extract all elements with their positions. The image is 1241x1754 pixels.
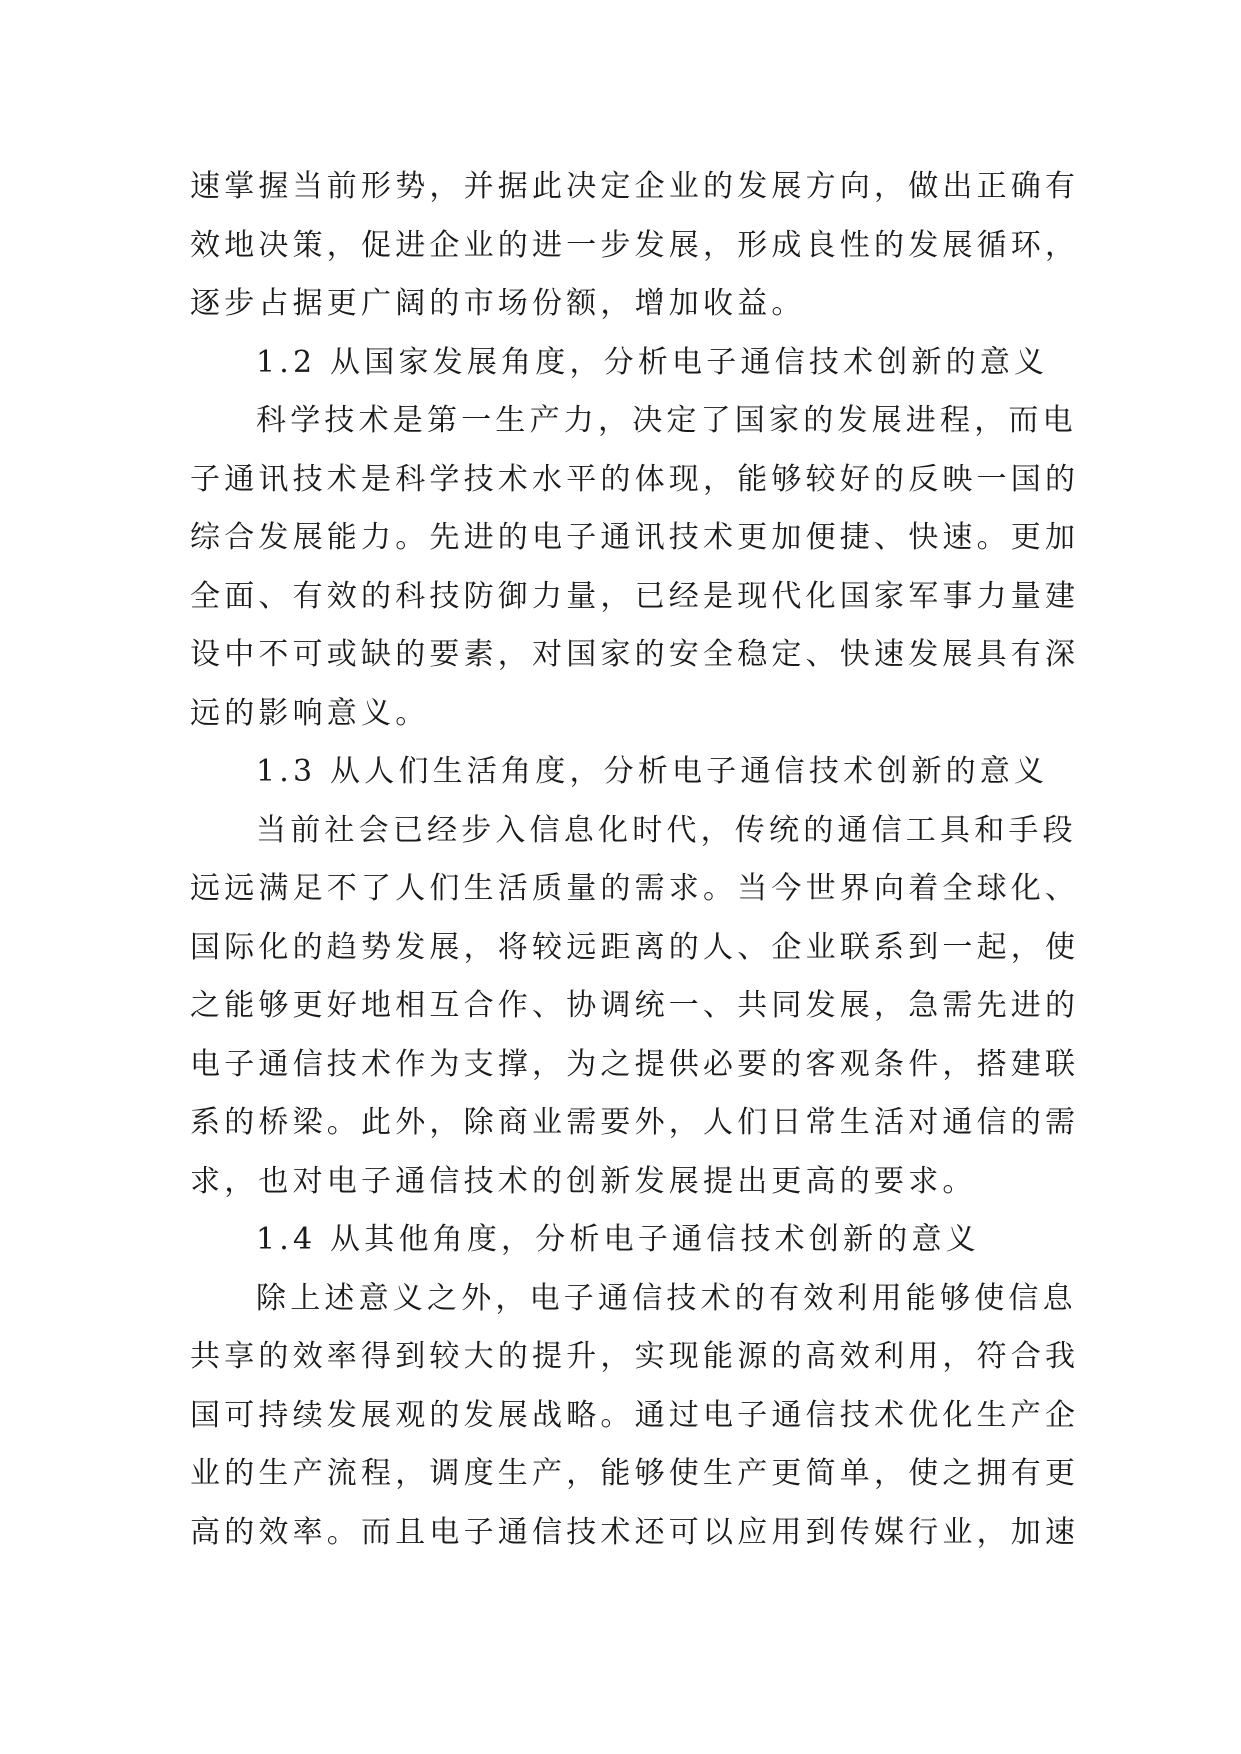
text-line: 之能够更好地相互合作、协调统一、共同发展，急需先进的	[190, 988, 1080, 1023]
text-line: 系的桥梁。此外，除商业需要外，人们日常生活对通信的需	[190, 1105, 1080, 1140]
text-line: 速掌握当前形势，并据此决定企业的发展方向，做出正确有	[190, 169, 1080, 204]
section-heading: 1.2 从国家发展角度，分析电子通信技术创新的意义	[256, 344, 1049, 380]
text-line: 综合发展能力。先进的电子通讯技术更加便捷、快速。更加	[190, 520, 1080, 555]
text-line: 国际化的趋势发展，将较远距离的人、企业联系到一起，使	[190, 929, 1080, 965]
text-line: 除上述意义之外，电子通信技术的有效利用能够使信息	[256, 1280, 1077, 1316]
text-line: 共享的效率得到较大的提升，实现能源的高效利用，符合我	[190, 1339, 1080, 1374]
text-line: 当前社会已经步入信息化时代，传统的通信工具和手段	[256, 812, 1077, 848]
text-line: 电子通信技术作为支撑，为之提供必要的客观条件，搭建联	[190, 1046, 1080, 1082]
text-line: 逐步占据更广阔的市场份额，增加收益。	[190, 286, 806, 321]
text-line: 科学技术是第一生产力，决定了国家的发展进程，而电	[256, 403, 1077, 438]
text-line: 远的影响意义。	[190, 695, 430, 731]
text-line: 国可持续发展观的发展战略。通过电子通信技术优化生产企	[190, 1397, 1080, 1433]
text-line: 业的生产流程，调度生产，能够使生产更简单，使之拥有更	[190, 1456, 1080, 1491]
text-line: 高的效率。而且电子通信技术还可以应用到传媒行业，加速	[190, 1514, 1080, 1550]
text-line: 设中不可或缺的要素，对国家的安全稳定、快速发展具有深	[190, 637, 1080, 672]
text-line: 远远满足不了人们生活质量的需求。当今世界向着全球化、	[190, 871, 1080, 906]
text-line: 全面、有效的科技防御力量，已经是现代化国家军事力量建	[190, 578, 1080, 614]
section-heading: 1.4 从其他角度，分析电子通信技术创新的意义	[256, 1222, 980, 1257]
document-body	[190, 158, 1080, 1562]
text-line: 子通讯技术是科学技术水平的体现，能够较好的反映一国的	[190, 461, 1080, 497]
text-line: 效地决策，促进企业的进一步发展，形成良性的发展循环，	[190, 227, 1080, 263]
section-heading: 1.3 从人们生活角度，分析电子通信技术创新的意义	[256, 754, 1049, 789]
text-line: 求，也对电子通信技术的创新发展提出更高的要求。	[190, 1163, 977, 1199]
